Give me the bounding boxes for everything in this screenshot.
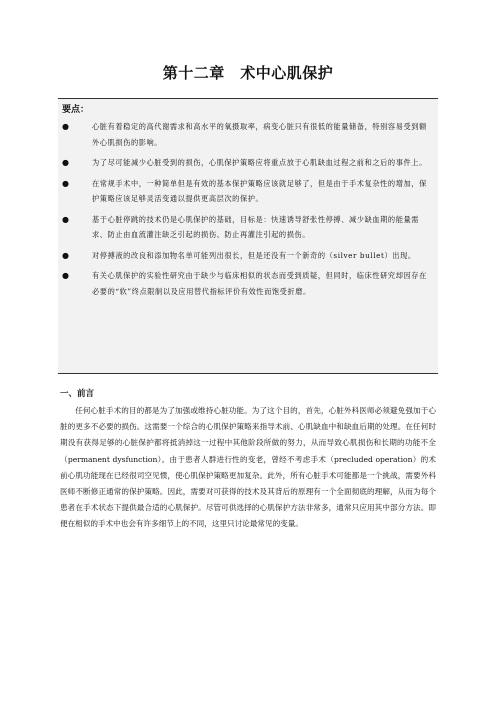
key-points-header: 要点： [62,105,90,115]
page-title: 第十二章 术中心肌保护 [162,64,334,82]
key-point-item [62,119,434,150]
bullet-icon: ● [62,271,70,280]
key-point-item [62,268,434,299]
key-point-text: 在常规手术中，一种简单但是有效的基本保护策略应该就足够了，但是由于手术复杂性的增加，保护策略应该足够灵活变通以提供更高层次的保护。 [92,178,427,203]
bullet-icon: ● [62,214,70,224]
key-point-text: 有关心肌保护的实验性研究由于缺少与临床相似的状态而受到质疑，但同时，临床性研究却因存在必要的“软”终点限制以及应用替代指标评价有效性而饱受折磨。 [92,271,427,296]
bullet-icon: ● [62,122,70,131]
key-point-text: 心脏有着稳定的高代谢需求和高水平的氧摄取率，病变心脏只有很低的能量储备，特别容易受到额外心肌损伤的影响。 [92,122,427,147]
key-point-item [62,176,434,207]
key-points-list [62,119,434,304]
bullet-icon: ● [62,178,70,188]
bullet-icon: ● [62,250,70,260]
key-point-text: 对停搏液的改良和添加物名单可能列出很长，但是还没有一个新奇的（silver bullet）出现。 [92,250,416,260]
key-point-item [62,212,434,243]
key-point-item [62,248,434,264]
key-point-text: 为了尽可能减少心脏受到的损伤，心肌保护策略应将重点放于心肌缺血过程之前和之后的事件上。 [92,158,427,167]
bullet-icon: ● [62,158,70,167]
key-point-item [62,155,434,171]
key-points-box [58,98,438,374]
body-paragraph: 任何心脏手术的目的都是为了加强或维持心脏功能。为了这个目的，首先，心脏外科医师必须避免强加于心脏的更多不必要的损伤。这需要一个综合的心肌保护策略来指导术前、心肌缺血中和缺血后期的处理。在任何时期没有获得足够的心脏保护都将抵消掉这一过程中其他阶段所做的努力，从而导致心肌损伤和长期的功能不全（permanent dysfunction）。由于患者人群进行性的变老，曾经不考虑手术（precluded operation）的术前心肌功能现在已经很司空见惯，使心肌保护策略更加复杂。此外，所有心脏手术可能都是一个挑战，需要外科医师不断修正通常的保护策略。因此，需要对可获得的技术及其背后的原理有一个全面彻底的理解，从而为每个患者在手术状态下提供最合适的心肌保护。尽管可供选择的心肌保护方法非常多，通常只应用其中部分方法。即便在相似的手术中也会有许多细节上的不同，这里只讨论最常见的变量。 [60,406,436,529]
section-heading: 一、前言 [60,389,95,399]
key-point-text: 基于心脏停跳的技术仍是心肌保护的基础，目标是：快速诱导舒张性停搏、减少缺血期的能量需求、防止由血流灌注缺乏引起的损伤、防止再灌注引起的损伤。 [92,214,420,239]
